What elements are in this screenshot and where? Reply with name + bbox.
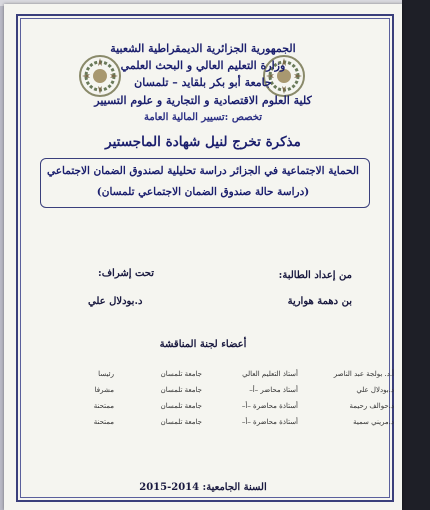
- committee-row: [34, 386, 394, 400]
- specialty-label: تخصص :تسيير المالية العامة: [143, 112, 263, 123]
- subject-line-1: الحماية الاجتماعية في الجزائر دراسة تحليلية لصندوق الضمان الاجتماعي: [47, 165, 359, 177]
- member-institution: جامعة تلمسان: [160, 402, 202, 410]
- member-institution: جامعة تلمسان: [160, 418, 202, 426]
- member-name: د.مريني سمية: [353, 418, 394, 426]
- member-rank: أستاذة محاضرة –أ–: [241, 402, 298, 410]
- member-role: ممتحنة: [93, 402, 114, 410]
- committee-heading: أعضاء لجنة المناقشة: [159, 339, 247, 350]
- member-institution: جامعة تلمسان: [160, 386, 202, 394]
- member-name: د.بودلال علي: [356, 386, 394, 394]
- member-rank: أستاذ محاضر –أ–: [249, 386, 298, 394]
- subject-line-2: (دراسة حالة صندوق الضمان الاجتماعي تلمسان): [96, 186, 310, 198]
- republic-heading: الجمهورية الجزائرية الديمقراطية الشعبية: [110, 42, 296, 55]
- thesis-cover-page: [4, 4, 402, 510]
- member-role: ممتحنة: [93, 418, 114, 426]
- member-name: د.حوالف رحيمة: [349, 402, 394, 410]
- scanner-edge-right: [402, 0, 430, 510]
- ministry-heading: وزارة التعليم العالي و البحث العلمي: [120, 59, 286, 72]
- member-name: أ.د. بولجة عبد الناصر: [333, 370, 394, 378]
- committee-row: [34, 402, 394, 416]
- member-rank: أستاذة محاضرة –أ–: [241, 418, 298, 426]
- member-role: مشرفا: [94, 386, 114, 394]
- member-rank: أستاذ التعليم العالي: [242, 370, 298, 378]
- committee-row: [34, 418, 394, 432]
- supervisor-name: د.بودلال علي: [88, 296, 143, 307]
- academic-year: السنة الجامعية: 2014-2015: [139, 482, 267, 493]
- student-name: بن دهمة هوارية: [287, 296, 352, 307]
- member-role: رئيسا: [98, 370, 114, 378]
- committee-row: [34, 370, 394, 384]
- supervisor-label: تحت إشراف:: [98, 268, 155, 279]
- thesis-title: مذكرة تخرج لنيل شهادة الماجستير: [105, 134, 301, 150]
- university-heading: جامعة أبو بكر بلقايد – تلمسان: [134, 76, 272, 89]
- student-label: من إعداد الطالبة:: [278, 270, 352, 281]
- faculty-heading: كلية العلوم الاقتصادية و التجارية و علوم التسيير: [94, 94, 312, 107]
- member-institution: جامعة تلمسان: [160, 370, 202, 378]
